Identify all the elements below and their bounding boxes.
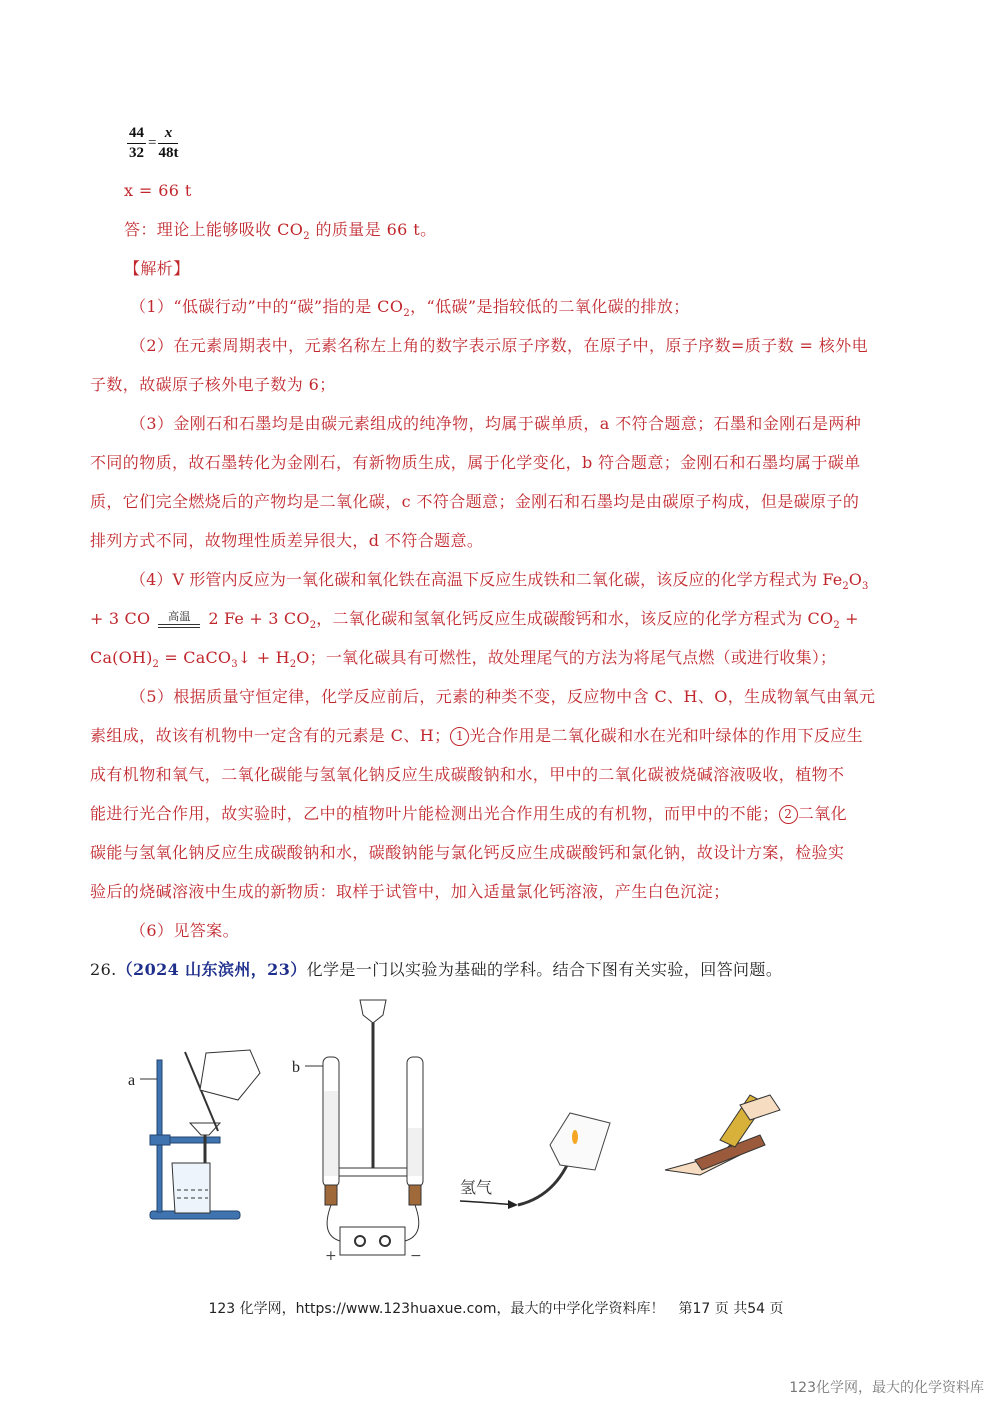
fraction-numerator: x xyxy=(158,124,178,144)
page-footer: 123 化学网，https://www.123huaxue.com，最大的中学化学资料库！ 第17 页 共54 页 xyxy=(208,1301,784,1317)
text: （4）V 形管内反应为一氧化碳和氧化铁在高温下反应生成铁和二氧化碳，该反应的化学方程式为 Fe xyxy=(130,570,843,589)
proportion-equation xyxy=(127,124,178,163)
analysis-p4-line1 xyxy=(130,569,868,591)
subscript: 2 xyxy=(309,620,317,631)
equals-sign: = xyxy=(148,135,157,151)
text: ↓ + H xyxy=(237,648,290,667)
connecting-tube xyxy=(339,1168,407,1176)
subscript: 2 xyxy=(403,308,411,319)
watermark: 123化学网，最大的化学资料库 xyxy=(789,1380,984,1396)
clamp xyxy=(150,1135,170,1145)
negative-sign: − xyxy=(410,1248,422,1264)
analysis-p1 xyxy=(130,296,690,318)
metal-hardness-test xyxy=(665,1095,780,1175)
analysis-p5-line3: 成有机物和氧气，二氧化碳能与氢氧化钠反应生成碳酸钠和水，甲中的二氧化碳被烧碱溶液吸收，植物不 xyxy=(90,765,845,784)
analysis-p5-line1: （5）根据质量守恒定律，化学反应前后，元素的种类不变，反应物中含 C、H、O，生成物氧气由氧元 xyxy=(130,687,876,706)
analysis-heading: 【解析】 xyxy=(124,259,190,278)
text: + 3 CO xyxy=(90,609,151,628)
arrow-head xyxy=(508,1200,518,1209)
terminal xyxy=(355,1236,365,1246)
fraction-numerator: 44 xyxy=(127,124,146,144)
filtration-apparatus xyxy=(128,1050,260,1219)
inverted-beaker xyxy=(550,1113,610,1170)
text: 2 Fe + 3 CO xyxy=(208,609,310,628)
text: Ca(OH) xyxy=(90,648,153,667)
subscript: 2 xyxy=(289,659,297,670)
answer-text: 答：理论上能够吸收 CO xyxy=(124,220,304,239)
label-b: b xyxy=(292,1059,300,1076)
gas-arrow xyxy=(460,1201,515,1205)
hydrogen-combustion xyxy=(460,1113,610,1209)
experiment-figure xyxy=(120,995,800,1285)
analysis-p3-line1: （3）金刚石和石墨均是由碳元素组成的纯净物，均属于碳单质，a 不符合题意；石墨和金刚石是两种 xyxy=(130,414,862,433)
text: O；一氧化碳具有可燃性，故处理尾气的方法为将尾气点燃（或进行收集）； xyxy=(296,648,837,667)
text: 二氧化 xyxy=(797,804,848,823)
text: + xyxy=(839,609,859,628)
text: （1）“低碳行动”中的“碳”指的是 CO xyxy=(130,297,404,316)
subscript: 2 xyxy=(303,231,311,242)
answer-line xyxy=(124,219,436,241)
analysis-p5-line5: 碳能与氢氧化钠反应生成碳酸钠和水，碳酸钠能与氯化钙反应生成碳酸钙和氯化钠，故设计方案，检验实 xyxy=(90,843,845,862)
subscript: 2 xyxy=(842,581,849,592)
fraction-denominator: 32 xyxy=(129,145,144,161)
analysis-p5-line4 xyxy=(90,803,847,825)
electrolysis-apparatus xyxy=(292,1000,423,1264)
question-number: 26. xyxy=(90,960,117,979)
subscript: 2 xyxy=(833,620,840,631)
reservoir-bulb xyxy=(360,1000,386,1023)
analysis-p3-line4: 排列方式不同，故物理性质差异很大，d 不符合题意。 xyxy=(90,531,484,550)
analysis-p3-line2: 不同的物质，故石墨转化为金刚石，有新物质生成，属于化学变化，b 符合题意；金刚石和石墨均属于碳单 xyxy=(90,453,861,472)
pouring-beaker xyxy=(200,1050,260,1100)
analysis-p3-line3: 质，它们完全燃烧后的产物均是二氧化碳，c 不符合题意；金刚石和石墨均是由碳原子构成，但是碳原子的 xyxy=(90,492,860,511)
fraction-denominator: 48t xyxy=(158,145,179,161)
analysis-p2-line2: 子数，故碳原子核外电子数为 6； xyxy=(90,375,336,394)
answer-text: 的质量是 66 t。 xyxy=(310,220,437,239)
text: ，“低碳”是指较低的二氧化碳的排放； xyxy=(410,297,690,316)
hydrogen-label: 氢气 xyxy=(460,1178,493,1197)
label-a: a xyxy=(128,1072,136,1089)
circled-number-2: 2 xyxy=(779,805,798,824)
ring-arm xyxy=(170,1137,220,1143)
left-water xyxy=(324,1091,338,1176)
analysis-p6: （6）见答案。 xyxy=(130,921,239,940)
question-26 xyxy=(90,959,782,981)
right-electrode xyxy=(409,1185,421,1205)
analysis-p5-line2 xyxy=(90,725,863,747)
terminal xyxy=(380,1236,390,1246)
question-text: 化学是一门以实验为基础的学科。结合下图有关实验，回答问题。 xyxy=(306,960,783,979)
subscript: 2 xyxy=(152,659,160,670)
analysis-p2-line1: （2）在元素周期表中，元素名称左上角的数字表示原子序数，在原子中，原子序数=质子数 = 核外电 xyxy=(130,336,868,355)
circled-number-1: 1 xyxy=(450,727,469,746)
wire xyxy=(405,1205,419,1241)
left-electrode xyxy=(325,1185,337,1205)
reaction-condition: 高温 xyxy=(158,611,200,623)
text: 光合作用是二氧化碳和水在光和叶绿体的作用下反应生 xyxy=(469,726,864,745)
calc-result: x = 66 t xyxy=(124,181,192,200)
flame xyxy=(572,1130,578,1144)
text: = CaCO xyxy=(159,648,232,667)
analysis-p5-line6: 验后的烧碱溶液中生成的新物质：取样于试管中，加入适量氯化钙溶液，产生白色沉淀； xyxy=(90,882,730,901)
analysis-p4-line2 xyxy=(90,608,859,630)
right-water xyxy=(408,1128,422,1176)
subscript: 3 xyxy=(862,581,869,592)
text: O xyxy=(848,570,862,589)
positive-sign: + xyxy=(325,1248,337,1264)
text: 能进行光合作用，故实验时，乙中的植物叶片能检测出光合作用生成的有机物，而甲中的不能； xyxy=(90,804,779,823)
question-source: （2024 山东滨州，23） xyxy=(116,960,307,979)
battery xyxy=(340,1227,405,1255)
text: 素组成，故该有机物中一定含有的元素是 C、H； xyxy=(90,726,451,745)
text: ，二氧化碳和氢氧化钙反应生成碳酸钙和水，该反应的化学方程式为 CO xyxy=(316,609,834,628)
wire xyxy=(327,1205,340,1241)
subscript: 3 xyxy=(231,659,238,670)
receiving-beaker xyxy=(172,1163,210,1213)
analysis-p4-line3 xyxy=(90,647,836,669)
